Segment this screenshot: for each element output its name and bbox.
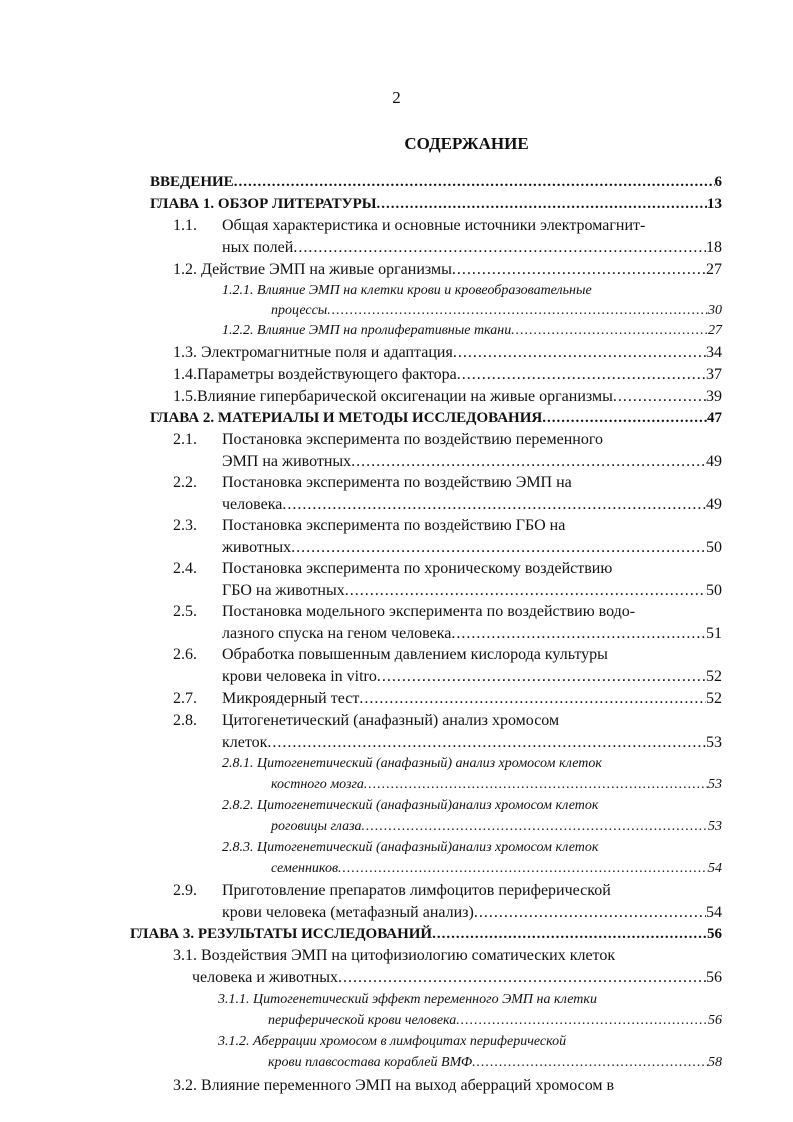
toc-entry-2-6[interactable]: крови человека in vitro ..... 52 xyxy=(222,666,722,688)
toc-number: 2.7. xyxy=(173,690,197,707)
toc-entry-text: 2.8.1. Цитогенетический (анафазный) анализ хромосом клеток xyxy=(222,756,602,771)
toc-number: 2.1. xyxy=(173,431,197,448)
toc-entry-2-8[interactable]: клеток ..... 53 xyxy=(222,732,722,754)
toc-entry-2-2[interactable]: человека ..... 49 xyxy=(222,494,722,516)
toc-number: 2.2. xyxy=(173,474,197,491)
toc-entry-2-3[interactable]: животных ..... 50 xyxy=(222,537,722,559)
toc-entry-2-7[interactable]: Микроядерный тест ..... 52 xyxy=(222,688,722,710)
page-number: 2 xyxy=(392,88,401,107)
toc-entry-chapter-2[interactable]: ГЛАВА 2. МАТЕРИАЛЫ И МЕТОДЫ ИССЛЕДОВАНИЯ ..... 47 xyxy=(150,407,722,429)
toc-entry-text: 1.2.1. Влияние ЭМП на клетки крови и кровеобразовательные xyxy=(222,283,592,298)
toc-entry-text: 2.8.3. Цитогенетический (анафазный)анализ хромосом клеток xyxy=(222,840,599,855)
toc-number: 2.6. xyxy=(173,646,197,663)
toc-entry-2-5[interactable]: лазного спуска на геном человека ..... 51 xyxy=(222,623,722,645)
toc-entry-3-1-1[interactable]: периферической крови человека ..... 56 xyxy=(268,1010,722,1032)
toc-entry-text: 3.1. Воздействия ЭМП на цитофизиологию соматических клеток xyxy=(173,947,616,964)
toc-entry-1-3[interactable]: 1.3. Электромагнитные поля и адаптация ..... 34 xyxy=(173,342,722,364)
toc-entry-2-9[interactable]: крови человека (метафазный анализ) ..... 54 xyxy=(222,902,722,924)
toc-entry-text: Общая характеристика и основные источники электромагнит- xyxy=(222,217,646,234)
toc-entry-1-2-2[interactable]: 1.2.2. Влияние ЭМП на пролиферативные ткани ..... 27 xyxy=(222,320,722,342)
toc-entry-3-1[interactable]: человека и животных ..... 56 xyxy=(192,967,722,989)
toc-entry-3-1-2[interactable]: крови плавсостава кораблей ВМФ ..... 58 xyxy=(268,1052,722,1074)
toc-entry-text: Постановка эксперимента по воздействию ГБО на xyxy=(222,517,566,534)
toc-number: 2.8. xyxy=(173,712,197,729)
toc-number: 2.3. xyxy=(173,517,197,534)
toc-entry-chapter-3[interactable]: ГЛАВА 3. РЕЗУЛЬТАТЫ ИССЛЕДОВАНИЙ ..... 56 xyxy=(130,923,722,945)
toc-entry-1-4[interactable]: 1.4.Параметры воздействующего фактора ..... 37 xyxy=(173,364,722,386)
toc-entry-2-4[interactable]: ГБО на животных ..... 50 xyxy=(222,580,722,602)
toc-entry-1-2[interactable]: 1.2. Действие ЭМП на живые организмы ..... 27 xyxy=(173,259,722,281)
toc-entry-text: Цитогенетический (анафазный) анализ хромосом xyxy=(222,712,560,729)
page-title: СОДЕРЖАНИЕ xyxy=(404,134,529,153)
toc-entry-intro[interactable]: ВВЕДЕНИЕ ..... 6 xyxy=(150,171,722,193)
toc-entry-text: Постановка эксперимента по хроническому воздействию xyxy=(222,560,613,577)
toc-number: 2.9. xyxy=(173,882,197,899)
toc-entry-2-8-1[interactable]: костного мозга ..... 53 xyxy=(271,774,722,796)
toc-entry-text: 3.1.2. Аберрации хромосом в лимфоцитах периферической xyxy=(218,1034,567,1049)
toc-entry-3-2[interactable]: 3.2. Влияние переменного ЭМП на выход аберраций хромосом в xyxy=(173,1077,615,1094)
toc-entry-text: Приготовление препаратов лимфоцитов периферической xyxy=(222,882,611,899)
toc-entry-text: Постановка модельного эксперимента по воздействию водо- xyxy=(222,603,636,620)
toc-entry-1-2-1[interactable]: процессы ..... 30 xyxy=(271,300,722,322)
toc-entry-chapter-1[interactable]: ГЛАВА 1. ОБЗОР ЛИТЕРАТУРЫ ..... 13 xyxy=(150,193,722,215)
toc-number: 2.4. xyxy=(173,560,197,577)
toc-number: 2.5. xyxy=(173,603,197,620)
toc-entry-text: 2.8.2. Цитогенетический (анафазный)анализ хромосом клеток xyxy=(222,798,599,813)
toc-entry-text: 3.1.1. Цитогенетический эффект переменного ЭМП на клетки xyxy=(218,992,597,1007)
toc-entry-text: Постановка эксперимента по воздействию ЭМП на xyxy=(222,474,572,491)
toc-entry-text: Обработка повышенным давлением кислорода культуры xyxy=(222,646,608,663)
toc-entry-1-5[interactable]: 1.5.Влияние гипербарической оксигенации на живые организмы ..... 39 xyxy=(173,386,722,408)
toc-entry-text: Постановка эксперимента по воздействию переменного xyxy=(222,431,604,448)
toc-number: 1.1. xyxy=(173,217,197,234)
toc-entry-2-1[interactable]: ЭМП на животных ..... 49 xyxy=(222,451,722,473)
toc-entry-1-1[interactable]: ных полей ..... 18 xyxy=(222,237,722,259)
toc-entry-2-8-2[interactable]: роговицы глаза ..... 53 xyxy=(271,816,722,838)
toc-entry-2-8-3[interactable]: семенников ..... 54 xyxy=(271,858,722,880)
